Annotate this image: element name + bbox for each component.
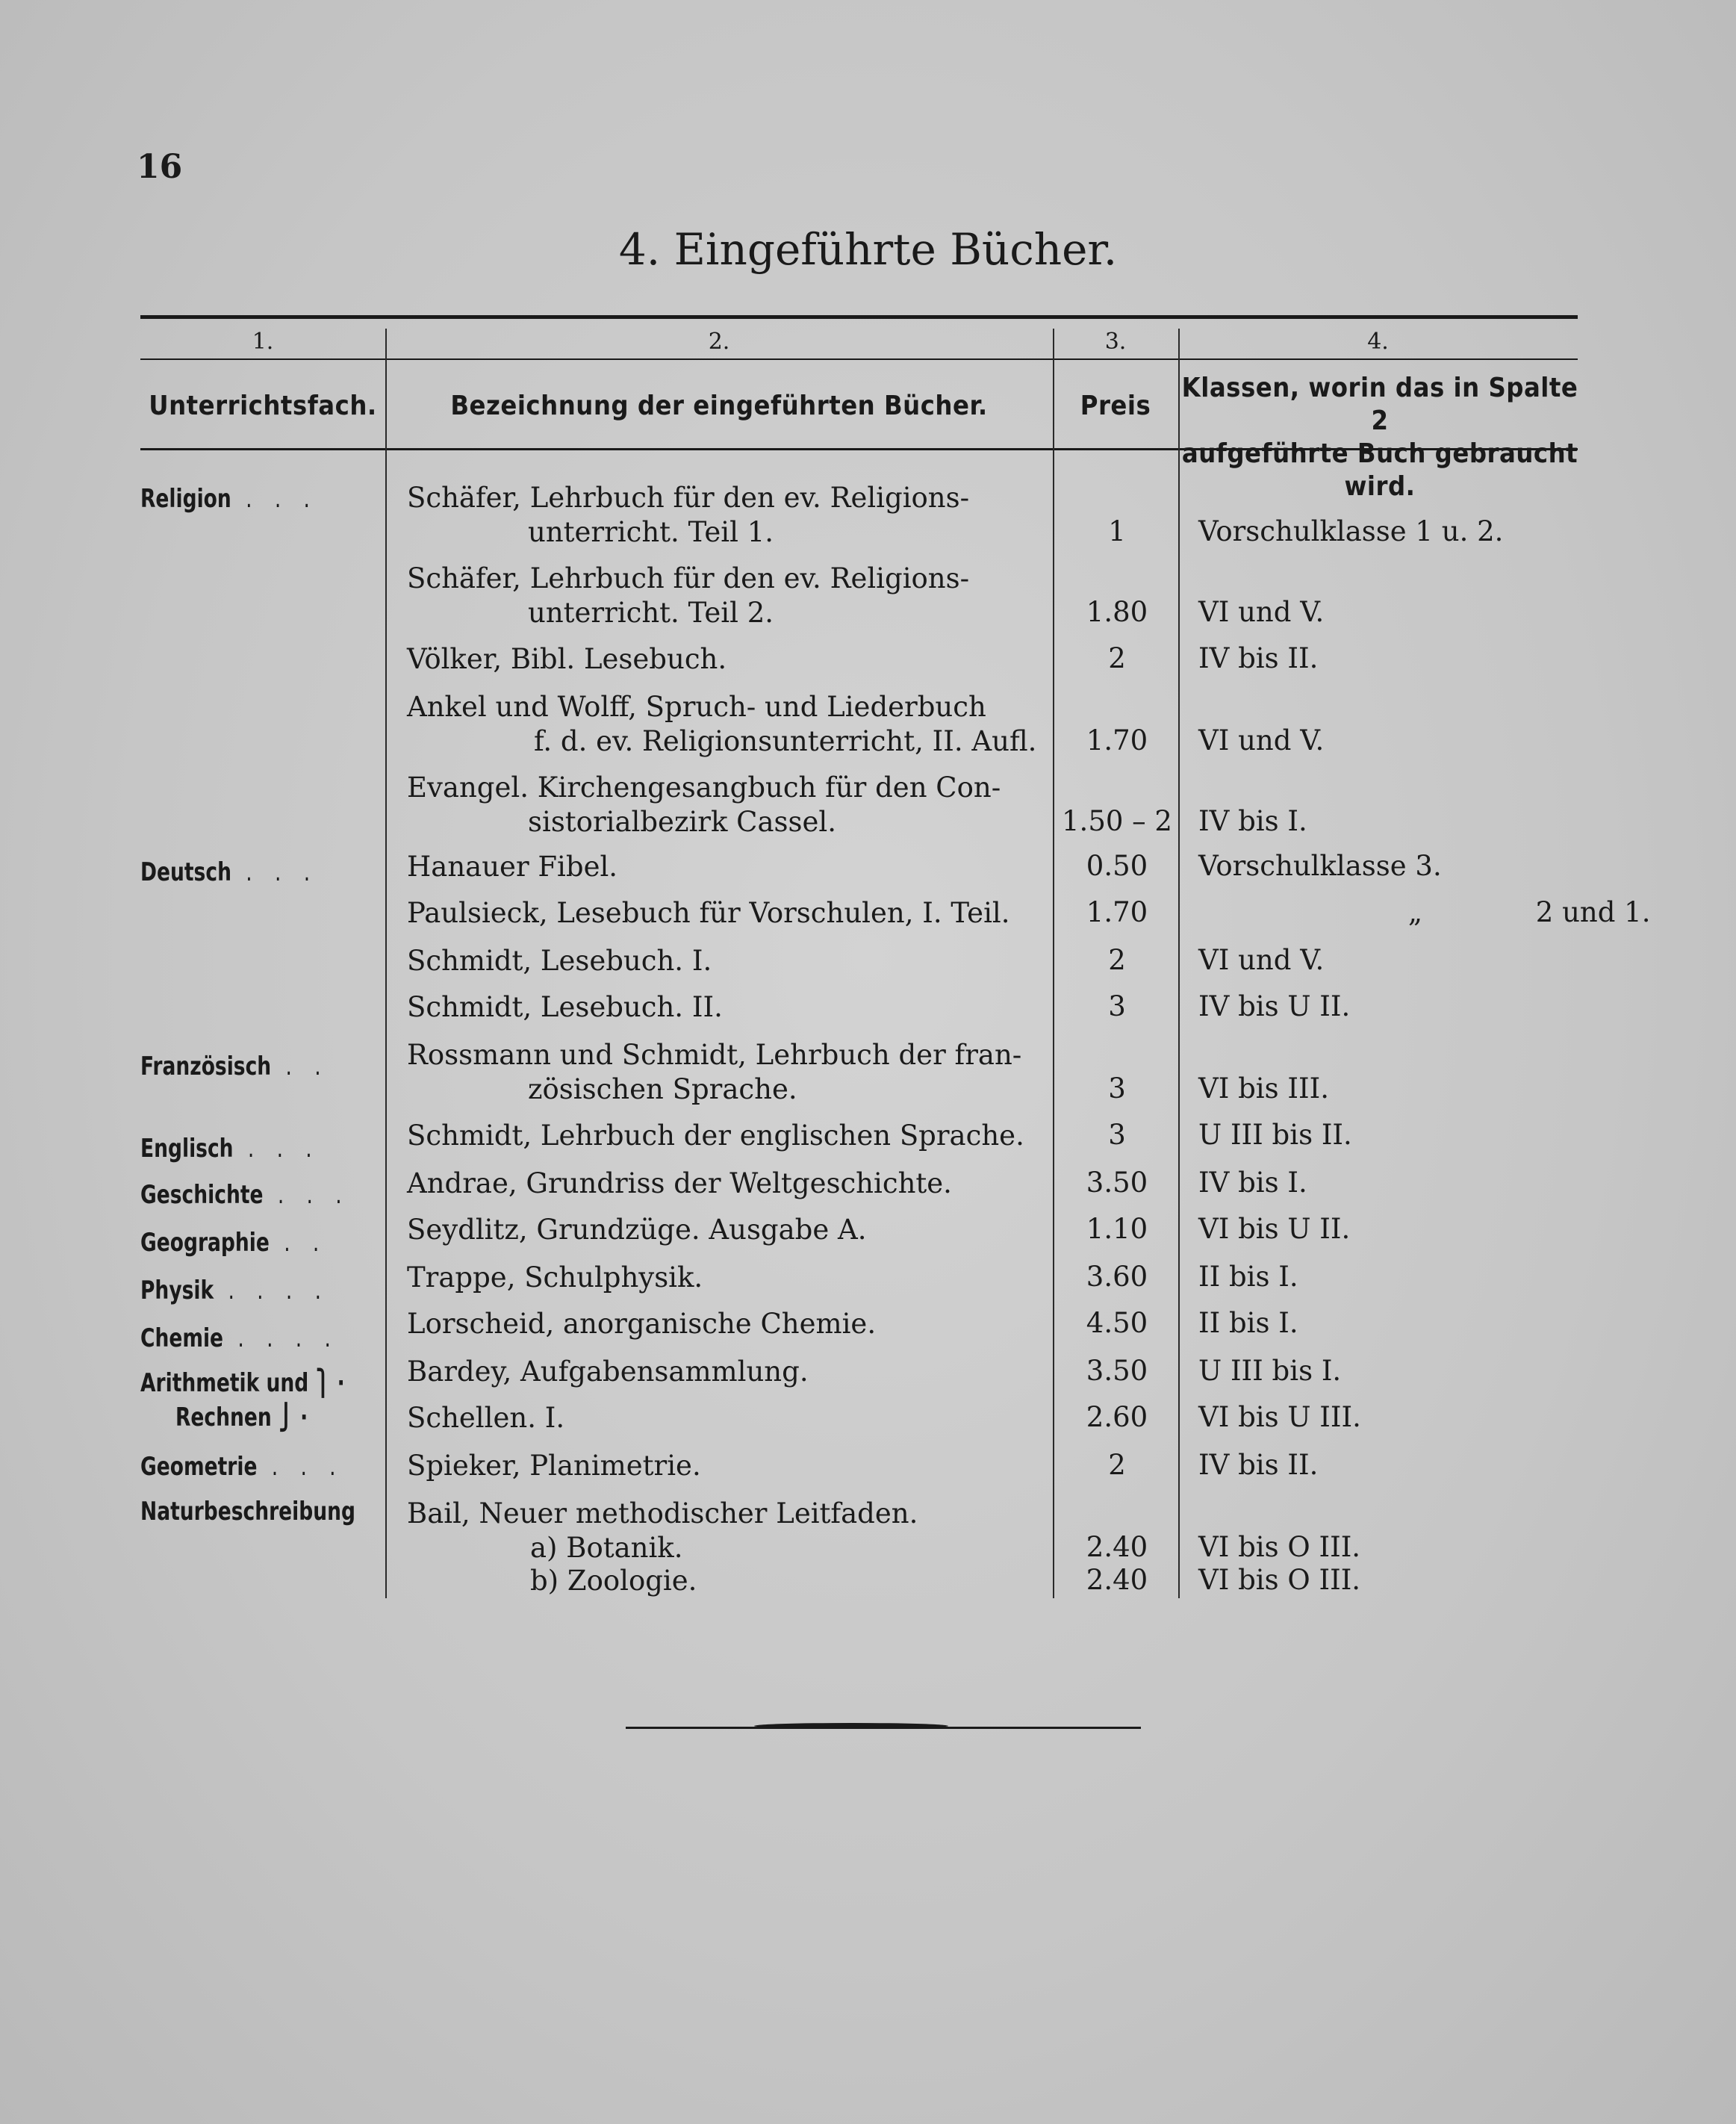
subject-label (175, 1403, 362, 1432)
classes-cell: VI und V. (1198, 724, 1325, 757)
page-title: 4. Eingeführte Bücher. (618, 224, 1118, 275)
book-entry (407, 990, 1049, 1025)
classes-cell: VI bis U III. (1198, 1401, 1361, 1433)
book-line: Schellen. I. (407, 1402, 565, 1434)
subject-label (140, 1368, 345, 1398)
subject-name: Geschichte (140, 1180, 264, 1210)
book-line: Andrae, Grundriss der Weltgeschichte. (407, 1167, 952, 1199)
subject-label (140, 1323, 339, 1353)
classes-cell: VI und V. (1198, 596, 1325, 628)
book-line: a) Botanik. (530, 1532, 683, 1564)
leader-dots: . . . (263, 1180, 350, 1210)
page-number: 16 (137, 148, 183, 186)
price-cell: 2.60 (1086, 1401, 1148, 1433)
leader-dots: . . . (257, 1452, 344, 1482)
subject-label (140, 1452, 344, 1482)
classes-cell: Vorschulklasse 1 u. 2. (1198, 515, 1504, 547)
subject-name: Chemie (140, 1323, 224, 1353)
book-line: Trappe, Schulphysik. (407, 1261, 703, 1294)
price-cell: 0.50 (1086, 850, 1148, 882)
book-line: b) Zoologie. (530, 1565, 697, 1597)
column-header-line: aufgeführte Buch gebraucht wird. (1181, 438, 1578, 502)
ditto-mark: „ (1407, 896, 1422, 928)
book-entry (407, 896, 1049, 931)
leader-dots: . . . . (214, 1276, 329, 1305)
book-line: Spieker, Planimetrie. (407, 1450, 701, 1482)
column-header-line: Klassen, worin das in Spalte 2 (1181, 373, 1578, 436)
column-header: Preis (1080, 391, 1151, 421)
price-cell: 1.50 – 2 (1062, 805, 1172, 837)
leader-dots: . . (269, 1228, 328, 1258)
price-cell: 4.50 (1086, 1307, 1148, 1339)
price-cell: 1.70 (1086, 896, 1148, 928)
book-line: Schmidt, Lesebuch. II. (407, 991, 723, 1023)
classes-cell: VI und V. (1198, 944, 1325, 976)
subject-name: Geographie (140, 1228, 270, 1258)
price-cell: 2 (1108, 642, 1126, 674)
subject-name: Deutsch (140, 857, 231, 887)
book-line: Ankel und Wolff, Spruch- und Liederbuch (407, 691, 986, 723)
price-cell: 2.40 (1086, 1564, 1148, 1596)
classes-cell: U III bis II. (1198, 1119, 1352, 1151)
column-number: 1. (252, 329, 274, 355)
book-entry (407, 1531, 1049, 1565)
book-entry (407, 481, 1049, 550)
brace-glyph: ⎫ · (308, 1368, 345, 1398)
price-cell: 1.70 (1086, 724, 1148, 757)
column-header (1178, 372, 1581, 503)
brace-glyph: ⎭ · (271, 1403, 308, 1432)
book-line: Schmidt, Lesebuch. I. (407, 945, 712, 977)
leader-dots: . . . (231, 484, 318, 514)
classes-cell: II bis I. (1198, 1307, 1298, 1339)
subject-label (140, 1134, 327, 1164)
subject-label (140, 1228, 327, 1258)
column-number: 2. (708, 329, 730, 355)
book-line: sistorialbezirk Cassel. (528, 806, 836, 838)
book-line: Rossmann und Schmidt, Lehrbuch der fran- (407, 1039, 1022, 1071)
column-number: 4. (1367, 329, 1389, 355)
classes-cell: IV bis U II. (1198, 990, 1351, 1022)
price-cell: 3 (1108, 990, 1126, 1022)
book-line: Lorscheid, anorganische Chemie. (407, 1308, 877, 1340)
book-line: f. d. ev. Religionsunterricht, II. Aufl. (534, 725, 1037, 757)
classes-cell: IV bis I. (1198, 805, 1307, 837)
classes-cell: VI bis O III. (1198, 1531, 1361, 1563)
subject-name: Englisch (140, 1134, 234, 1164)
book-line: zösischen Sprache. (528, 1073, 797, 1105)
subject-label (140, 857, 327, 887)
book-line: Völker, Bibl. Lesebuch. (407, 643, 727, 675)
book-entry (407, 1401, 1049, 1435)
book-entry (407, 642, 1049, 677)
subject-name: Arithmetik und (140, 1368, 309, 1398)
column-divider (385, 329, 387, 1598)
subject-label (140, 1276, 327, 1305)
leader-dots: . . . (231, 857, 319, 887)
table-top-rule (140, 315, 1578, 319)
price-cell: 3.60 (1086, 1261, 1148, 1293)
book-entry (407, 1213, 1049, 1247)
subject-name: Geometrie (140, 1452, 258, 1482)
price-cell: 2.40 (1086, 1531, 1148, 1563)
section-end-rule-thick (754, 1723, 948, 1729)
leader-dots: . . . (233, 1134, 320, 1164)
book-line: Bardey, Aufgabensammlung. (407, 1356, 809, 1388)
classes-cell: VI bis III. (1198, 1072, 1329, 1105)
price-cell: 3 (1108, 1072, 1126, 1105)
book-entry (407, 850, 1049, 884)
price-cell: 1 (1108, 515, 1126, 547)
price-cell: 3.50 (1086, 1167, 1148, 1199)
book-entry (407, 1307, 1049, 1341)
book-entry (407, 1564, 1049, 1598)
book-entry (407, 690, 1049, 759)
subject-name: Rechnen (175, 1403, 272, 1432)
book-entry (407, 771, 1049, 839)
book-entry (407, 1497, 1049, 1531)
book-entry (407, 1038, 1049, 1107)
classes-cell: VI bis U II. (1198, 1213, 1351, 1245)
book-entry (407, 1167, 1049, 1201)
column-header: Bezeichnung der eingeführten Bücher. (450, 391, 988, 421)
classes-cell: IV bis II. (1198, 642, 1319, 674)
book-entry (407, 1449, 1049, 1483)
book-line: Seydlitz, Grundzüge. Ausgabe A. (407, 1214, 867, 1246)
classes-cell: U III bis I. (1198, 1355, 1342, 1387)
subject-label (140, 1497, 355, 1527)
subject-name: Physik (140, 1276, 214, 1305)
subject-name: Naturbeschreibung (140, 1497, 355, 1527)
book-line: unterricht. Teil 1. (528, 516, 774, 548)
book-entry (407, 1261, 1049, 1295)
price-cell: 3.50 (1086, 1355, 1148, 1387)
book-line: Schäfer, Lehrbuch für den ev. Religions- (407, 482, 970, 514)
book-entry (407, 1355, 1049, 1389)
subject-label (140, 1052, 327, 1081)
classes-value: 2 und 1. (1535, 896, 1651, 928)
subject-name: Religion (140, 484, 231, 514)
price-cell: 1.80 (1086, 596, 1148, 628)
price-cell: 1.10 (1086, 1213, 1148, 1245)
price-cell: 2 (1108, 944, 1126, 976)
subject-label (140, 484, 327, 514)
book-line: Schmidt, Lehrbuch der englischen Sprache. (407, 1120, 1024, 1152)
leader-dots: . . . . (223, 1323, 339, 1353)
classes-cell: IV bis I. (1198, 1167, 1307, 1199)
column-number: 3. (1104, 329, 1127, 355)
book-line: Schäfer, Lehrbuch für den ev. Religions- (407, 562, 970, 594)
book-line: Paulsieck, Lesebuch für Vorschulen, I. Teil. (407, 897, 1010, 929)
book-line: Bail, Neuer methodischer Leitfaden. (407, 1497, 918, 1530)
book-entry (407, 562, 1049, 630)
book-line: unterricht. Teil 2. (528, 597, 774, 629)
book-line: Hanauer Fibel. (407, 851, 618, 883)
book-entry (407, 944, 1049, 978)
classes-cell: IV bis II. (1198, 1449, 1319, 1481)
book-line: Evangel. Kirchengesangbuch für den Con- (407, 771, 1001, 804)
leader-dots: . . (271, 1052, 329, 1081)
classes-cell: Vorschulklasse 3. (1198, 850, 1442, 882)
classes-cell: VI bis O III. (1198, 1564, 1361, 1596)
classes-cell (1198, 896, 1651, 928)
subject-name: Französisch (140, 1052, 272, 1081)
book-entry (407, 1119, 1049, 1153)
price-cell: 3 (1108, 1119, 1126, 1151)
classes-cell: II bis I. (1198, 1261, 1298, 1293)
column-header: Unterrichtsfach. (149, 391, 377, 421)
table-number-rule (140, 358, 1578, 360)
subject-label (140, 1180, 350, 1210)
price-cell: 2 (1108, 1449, 1126, 1481)
